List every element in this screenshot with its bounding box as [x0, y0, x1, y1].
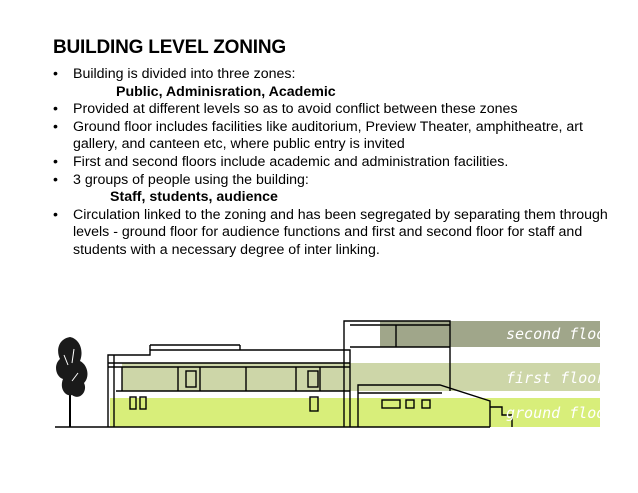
tree-icon: [56, 337, 87, 427]
ground-floor-label: ground floor: [506, 404, 615, 422]
bullet-list: [53, 66, 613, 260]
first-floor-label: first floor: [506, 369, 606, 387]
bullet-item: • First and second floors include academic and administration facilities.: [53, 154, 613, 172]
groups-line: Staff, students, audience: [110, 189, 278, 206]
bullet-item: • Provided at different levels so as to avoid conflict between these zones: [53, 101, 613, 119]
slide-title: BUILDING LEVEL ZONING: [53, 37, 286, 58]
building-section-drawing: [50, 315, 615, 435]
zones-line: Public, Adminisration, Academic: [116, 83, 336, 100]
bullet-item: • Circulation linked to the zoning and has been segregated by separating them through levels - ground floor for audience functions and first and second floor for staff and students with a necessary degree of inter linking.: [53, 207, 613, 260]
second-floor-label: second floor: [506, 325, 615, 343]
bullet-item: • Ground floor includes facilities like auditorium, Preview Theater, amphitheatre, art gallery, and canteen etc, where public entry is invited: [53, 119, 613, 154]
bullet-item: • 3 groups of people using the building:: [53, 172, 613, 190]
bullet-item: • Building is divided into three zones:: [53, 66, 613, 84]
